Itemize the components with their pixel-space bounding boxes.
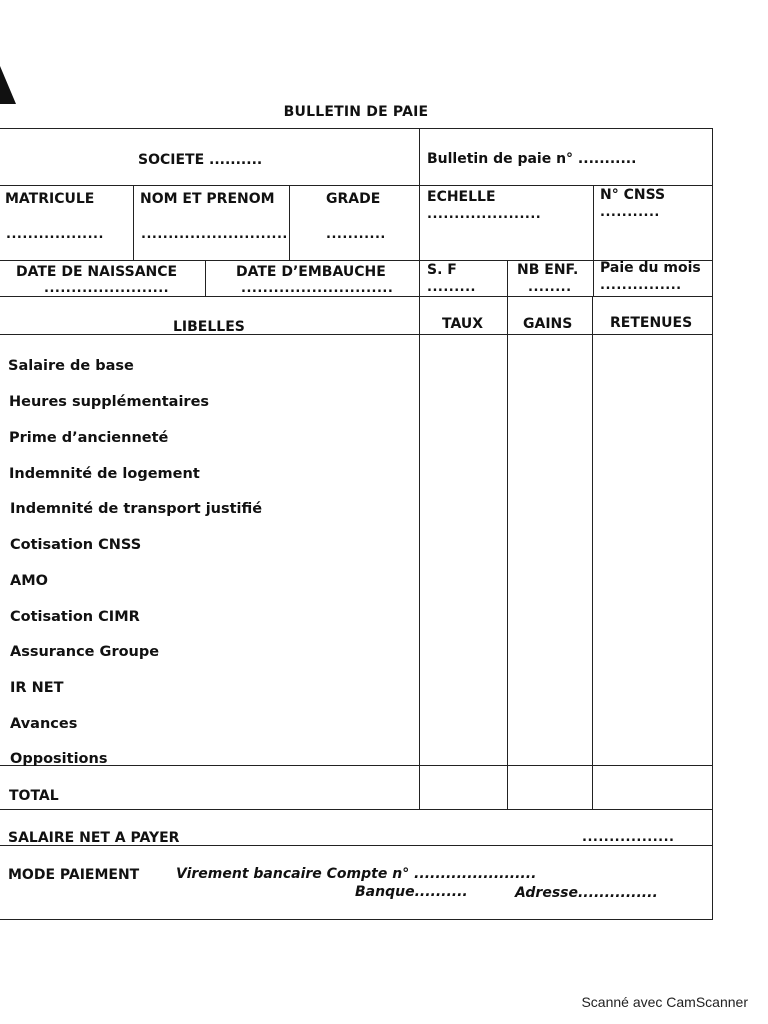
matricule-label: MATRICULE <box>5 191 95 207</box>
list-item: Avances <box>10 716 78 732</box>
row-divider-header <box>0 185 713 186</box>
list-item: Salaire de base <box>8 358 134 374</box>
gains-header: GAINS <box>523 316 573 332</box>
bulletin-number-field: Bulletin de paie n° ........... <box>427 151 637 167</box>
row-divider-columns <box>0 334 713 335</box>
list-item: AMO <box>10 573 48 589</box>
col-divider-grade <box>419 185 420 260</box>
col-divider-embauche <box>419 260 420 296</box>
document-title: BULLETIN DE PAIE <box>283 104 429 120</box>
cnss-value: ........... <box>600 205 660 220</box>
cnss-label: N° CNSS <box>600 187 666 203</box>
grade-label: GRADE <box>326 191 381 207</box>
list-item: Heures supplémentaires <box>9 394 210 410</box>
corner-mark <box>0 66 16 104</box>
banque-field: Banque.......... <box>355 884 468 900</box>
libelles-header: LIBELLES <box>173 319 245 335</box>
scan-watermark: Scanné avec CamScanner <box>581 994 748 1010</box>
col-divider-echelle <box>593 185 594 260</box>
list-item: Indemnité de transport justifié <box>10 501 263 517</box>
col-divider-nbenf <box>593 260 594 296</box>
virement-field: Virement bancaire Compte n° ....................... <box>176 866 537 882</box>
nom-prenom-value: ........................... <box>141 227 288 242</box>
matricule-value: .................. <box>6 227 104 242</box>
payslip-form <box>0 128 713 920</box>
col-divider-gains <box>592 296 593 809</box>
list-item: Assurance Groupe <box>10 644 160 660</box>
grade-value: ........... <box>326 227 386 242</box>
adresse-field: Adresse............... <box>515 885 658 901</box>
paie-mois-value: ............... <box>600 278 682 293</box>
echelle-label: ECHELLE <box>427 189 496 205</box>
date-naissance-value: ....................... <box>44 281 170 296</box>
echelle-value: ..................... <box>427 207 542 222</box>
net-a-payer-value: ................. <box>582 830 675 845</box>
row-divider-total <box>0 809 713 810</box>
date-naissance-label: DATE DE NAISSANCE <box>16 264 178 280</box>
nb-enf-label: NB ENF. <box>517 262 579 278</box>
list-item: Cotisation CIMR <box>10 609 140 625</box>
sf-label: S. F <box>427 262 457 278</box>
date-embauche-label: DATE D’EMBAUCHE <box>236 264 386 280</box>
col-divider-libelles <box>419 296 420 809</box>
net-a-payer-label: SALAIRE NET A PAYER <box>8 830 180 846</box>
nom-prenom-label: NOM ET PRENOM <box>140 191 275 207</box>
nb-enf-value: ........ <box>528 280 572 295</box>
date-embauche-value: ............................ <box>241 281 394 296</box>
col-divider-naissance <box>205 260 206 296</box>
col-divider-nom <box>289 185 290 260</box>
row-divider-dates <box>0 296 713 297</box>
taux-header: TAUX <box>442 316 484 332</box>
sf-value: ......... <box>427 280 476 295</box>
list-item: Cotisation CNSS <box>10 537 142 553</box>
list-item: Indemnité de logement <box>9 466 200 482</box>
societe-field: SOCIETE .......... <box>138 152 263 168</box>
col-divider-header <box>419 129 420 185</box>
total-label: TOTAL <box>9 788 59 804</box>
retenues-header: RETENUES <box>610 315 693 331</box>
list-item: Prime d’ancienneté <box>9 430 169 446</box>
mode-paiement-label: MODE PAIEMENT <box>8 867 140 883</box>
list-item: IR NET <box>10 680 64 696</box>
col-divider-matricule <box>133 185 134 260</box>
col-divider-taux <box>507 296 508 809</box>
col-divider-sf <box>507 260 508 296</box>
paie-mois-label: Paie du mois <box>600 260 701 276</box>
list-item: Oppositions <box>10 751 108 767</box>
